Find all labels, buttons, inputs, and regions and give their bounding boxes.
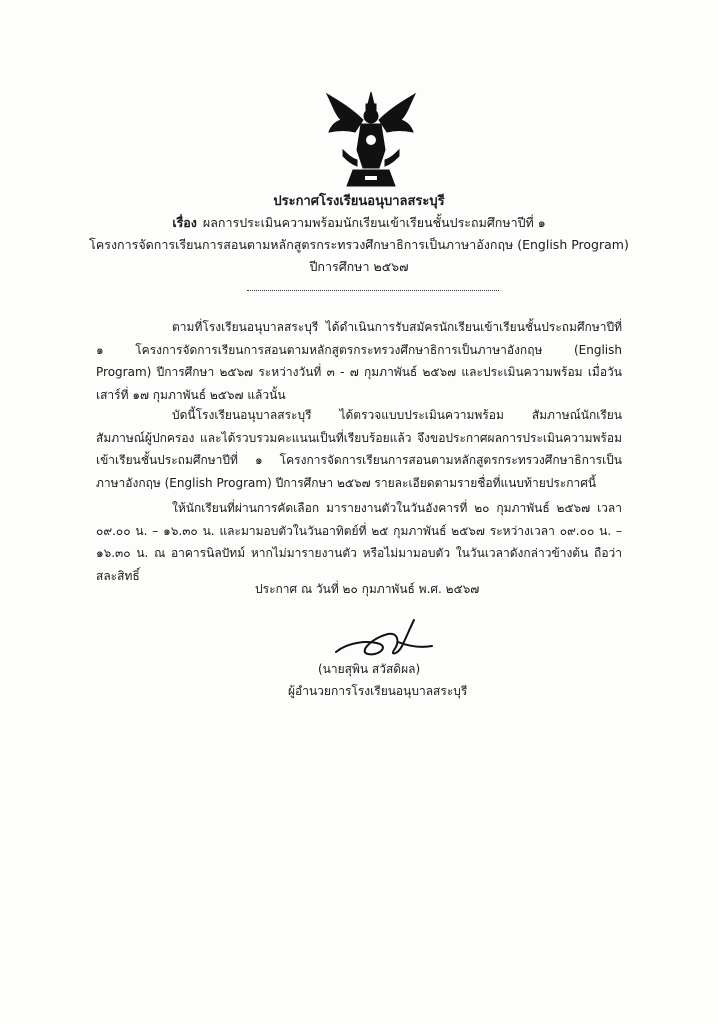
signatory-name: (นายสุพิน สวัสดิผล)	[318, 662, 421, 676]
dotted-divider	[247, 290, 499, 291]
subject-label: เรื่อง	[172, 215, 197, 230]
signatory-position: ผู้อำนวยการโรงเรียนอนุบาลสระบุรี	[288, 684, 468, 698]
paragraph-2	[96, 404, 622, 494]
subject-text: ผลการประเมินความพร้อมนักเรียนเข้าเรียนชั้นประถมศึกษาปีที่ ๑	[202, 215, 546, 230]
paragraph-1	[96, 316, 622, 406]
paragraph-2-text: บัดนี้โรงเรียนอนุบาลสระบุรี ได้ตรวจแบบประเมินความพร้อม สัมภาษณ์นักเรียน สัมภาษณ์ผู้ปกครอง และได้รวบรวมคะแนนเป็นที่เรียบร้อยแล้ว จึงขอประกาศผลการประเมินความพร้อมเข้าเรียนชั้นประถมศึกษาปีที่ ๑ โครงการจัดการเรียนการสอนตามหลักสูตรกระทรวงศึกษาธิการเป็นภาษาอังกฤษ (English Program) ปีการศึกษา ๒๕๖๗ รายละเอียดตามรายชื่อที่แนบท้ายประกาศนี้	[96, 408, 622, 490]
paragraph-3	[96, 497, 622, 587]
project-line: โครงการจัดการเรียนการสอนตามหลักสูตรกระทรวงศึกษาธิการเป็นภาษาอังกฤษ (English Program)	[89, 237, 629, 252]
subject-line	[40, 213, 678, 233]
academic-year-line: ปีการศึกษา ๒๕๖๗	[309, 259, 409, 274]
garuda-emblem-icon	[323, 90, 419, 190]
paragraph-3-text: ให้นักเรียนที่ผ่านการคัดเลือก มารายงานตัวในวันอังคารที่ ๒๐ กุมภาพันธ์ ๒๕๖๗ เวลา ๐๙.๐๐ น. – ๑๖.๓๐ น. และมามอบตัวในวันอาทิตย์ที่ ๒๕ กุมภาพันธ์ ๒๕๖๗ ระหว่างเวลา ๐๙.๐๐ น. – ๑๖.๓๐ น. ณ อาคารนิลปัทม์ หากไม่มารายงานตัว หรือไม่มามอบตัว ในวันเวลาดังกล่าวข้างต้น ถือว่าสละสิทธิ์	[96, 501, 622, 583]
announcement-date: ประกาศ ณ วันที่ ๒๐ กุมภาพันธ์ พ.ศ. ๒๕๖๗	[255, 582, 480, 596]
paragraph-1-text: ตามที่โรงเรียนอนุบาลสระบุรี ได้ดำเนินการรับสมัครนักเรียนเข้าเรียนชั้นประถมศึกษาปีที่ ๑ โครงการจัดการเรียนการสอนตามหลักสูตรกระทรวงศึกษาธิการเป็นภาษาอังกฤษ (English Program) ปีการศึกษา ๒๕๖๗ ระหว่างวันที่ ๓ - ๗ กุมภาพันธ์ ๒๕๖๗ และประเมินความพร้อม เมื่อวันเสาร์ที่ ๑๗ กุมภาพันธ์ ๒๕๖๗ แล้วนั้น	[96, 320, 622, 402]
announcement-title: ประกาศโรงเรียนอนุบาลสระบุรี	[273, 194, 445, 209]
